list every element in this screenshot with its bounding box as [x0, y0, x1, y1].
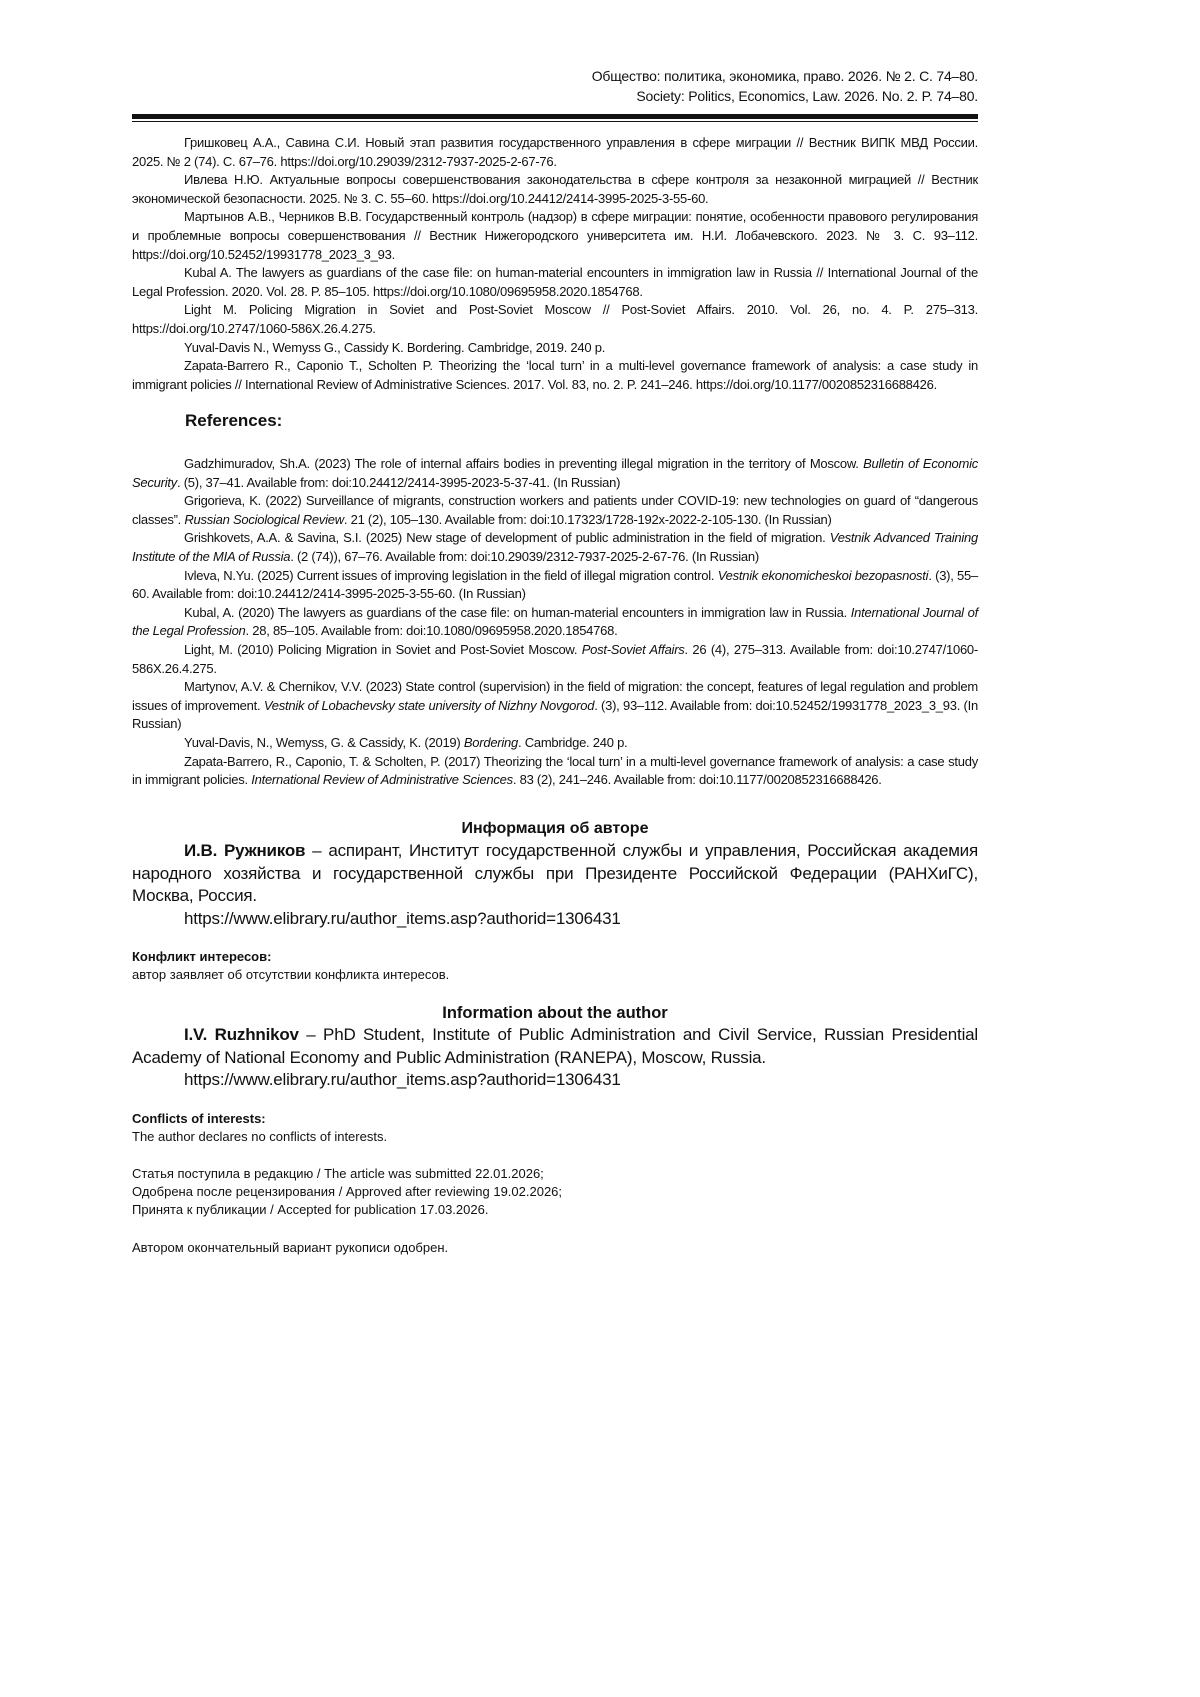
reference-item — [132, 567, 978, 604]
reference-item — [132, 492, 978, 529]
reference-item — [132, 604, 978, 641]
ref-journal: Bulletin of Economic Security — [132, 456, 979, 490]
reference-item — [132, 641, 978, 678]
ref-text: . 83 (2), 241–246. Available from: doi:10.1177/0020852316688426. — [512, 772, 882, 788]
ref-text: . (5), 37–41. Available from: doi:10.24412/2414-3995-2023-5-37-41. (In Russian) — [176, 474, 621, 490]
journal-header — [592, 66, 978, 106]
ref-journal: Vestnik Advanced Training Institute of the MIA of Russia — [132, 530, 978, 564]
reference-item — [132, 734, 978, 753]
accepted-date: Принята к публикации / Accepted for publication 17.03.2026. — [132, 1202, 489, 1217]
ref-journal: International Review of Administrative Sciences — [251, 772, 513, 788]
author-info-ru — [132, 840, 978, 930]
reference-item — [132, 678, 978, 734]
author-info-en — [132, 1024, 978, 1092]
ref-journal: Vestnik ekonomicheskoi bezopasnosti — [717, 567, 929, 583]
ref-journal: International Journal of the Legal Profession — [132, 604, 978, 639]
reference-item: Гришковец А.А., Савина С.И. Новый этап развития государственного управления в сфере миграции // Вестник ВИПК МВД России. 2025. № 2 (74). С. 67–76. https://doi.org/10.29039/2312-7937-2025-2-67-76. — [132, 135, 978, 169]
conflict-text: автор заявляет об отсутствии конфликта интересов. — [132, 966, 450, 982]
reference-item — [132, 529, 978, 566]
reference-item — [132, 753, 978, 790]
conflict-of-interest-en — [132, 1110, 387, 1145]
references-heading: References: — [185, 411, 283, 430]
conflict-of-interest-ru — [132, 948, 449, 983]
reference-item: Ивлева Н.Ю. Актуальные вопросы совершенствования законодательства в сфере контроля за незаконной миграцией // Вестник экономической безопасности. 2025. № 3. С. 55–60. https://doi.org/10.24412/2414-3995-2025-3-55-60. — [132, 172, 978, 206]
ref-text: Grigorieva, K. (2022) Surveillance of migrants, construction workers and patients under COVID-19: new technologies on guard of “dangerous classes”. — [132, 493, 978, 527]
conflict-label: Conflicts of interests: — [132, 1111, 266, 1126]
conflict-text: The author declares no conflicts of interests. — [132, 1128, 388, 1144]
author-link[interactable]: https://www.elibrary.ru/author_items.asp?authorid=1306431 — [184, 1070, 621, 1089]
reference-item: Kubal A. The lawyers as guardians of the case file: on human-material encounters in immigration law in Russia // International Journal of the Legal Profession. 2020. Vol. 28. P. 85–105. https://doi.org/10.1080/09695958.2020.1854768. — [132, 265, 978, 299]
ref-text: . (2 (74)), 67–76. Available from: doi:10.29039/2312-7937-2025-2-67-76. (In Russian) — [290, 548, 759, 564]
ref-text: . 21 (2), 105–130. Available from: doi:10.17323/1728-192x-2022-2-105-130. (In Russian) — [343, 511, 832, 527]
ref-journal: Vestnik of Lobachevsky state university of Nizhny Novgorod — [263, 697, 595, 713]
author-info-heading-en: Information about the author — [442, 1004, 668, 1022]
reference-item: Мартынов А.В., Черников В.В. Государственный контроль (надзор) в сфере миграции: понятие, особенности правового регулирования и проблемные вопросы совершенствования // Вестник Нижегородского университета им. Н.И. Лобачевского. 2023. № 3. С. 93–112. https://doi.org/10.52452/19931778_2023_3_93. — [132, 209, 978, 262]
journal-citation-en: Society: Politics, Economics, Law. 2026. No. 2. P. 74–80. — [636, 88, 978, 104]
conflict-label: Конфликт интересов: — [132, 949, 272, 964]
ref-text: . 28, 85–105. Available from: doi:10.1080/09695958.2020.1854768. — [245, 623, 618, 639]
ref-text: Grishkovets, A.A. & Savina, S.I. (2025) New stage of development of public administration in the field of migration. — [184, 530, 830, 546]
reference-item: Zapata-Barrero R., Caponio T., Scholten P. Theorizing the ‘local turn’ in a multi-level governance framework of analysis: a case study in immigrant policies // International Review of Administrative Sciences. 2017. Vol. 83, no. 2. P. 241–246. https://doi.org/10.1177/0020852316688426. — [132, 358, 978, 392]
final-note: Автором окончательный вариант рукописи одобрен. — [132, 1240, 449, 1255]
header-rule-thin — [132, 121, 978, 122]
author-bio — [132, 840, 978, 908]
journal-citation-ru: Общество: политика, экономика, право. 2026. № 2. С. 74–80. — [591, 68, 978, 84]
ref-text: Zapata-Barrero, R., Caponio, T. & Scholten, P. (2017) Theorizing the ‘local turn’ in a multi-level governance framework of analysis: a case study in immigrant policies. — [132, 753, 978, 788]
ref-text: . (3), 93–112. Available from: doi:10.52452/19931778_2023_3_93. (In Russian) — [132, 697, 978, 732]
ref-text: Ivleva, N.Yu. (2025) Current issues of improving legislation in the field of illegal migration control. — [184, 567, 718, 583]
english-reference-list — [132, 455, 978, 790]
author-name: I.V. Ruzhnikov — [184, 1025, 299, 1044]
ref-text: Yuval-Davis, N., Wemyss, G. & Cassidy, K. (2019) — [184, 734, 464, 750]
ref-text: . Cambridge. 240 p. — [517, 734, 628, 750]
ref-journal: Russian Sociological Review — [184, 511, 344, 527]
author-name: И.В. Ружников — [184, 841, 306, 860]
author-description: – PhD Student, Institute of Public Administration and Civil Service, Russian Presidential Academy of National Economy and Public Administration (RANEPA), Moscow, Russia. — [132, 1025, 978, 1067]
submitted-date: Статья поступила в редакцию / The article was submitted 22.01.2026; — [132, 1166, 544, 1181]
ref-text: . 26 (4), 275–313. Available from: doi:10.2747/1060-586X.26.4.275. — [132, 641, 978, 676]
author-info-heading-ru: Информация об авторе — [461, 820, 649, 837]
author-description: – аспирант, Институт государственной службы и управления, Российская академия народного хозяйства и государственной службы при Президенте Российской Федерации (РАНХиГС), Москва, Россия. — [132, 841, 978, 905]
ref-journal: Post-Soviet Affairs — [581, 641, 685, 657]
article-dates — [132, 1165, 562, 1219]
ref-text: Martynov, A.V. & Chernikov, V.V. (2023) State control (supervision) in the field of migration: the concept, features of legal regulation and problem issues of improvement. — [132, 679, 978, 713]
reference-item: Light M. Policing Migration in Soviet and Post-Soviet Moscow // Post-Soviet Affairs. 2010. Vol. 26, no. 4. P. 275–313. https://doi.org/10.2747/1060-586X.26.4.275. — [132, 302, 978, 336]
reference-item — [132, 455, 978, 492]
ref-text: Gadzhimuradov, Sh.A. (2023) The role of internal affairs bodies in preventing illegal migration in the territory of Moscow. — [184, 456, 864, 471]
ref-text: Kubal, A. (2020) The lawyers as guardians of the case file: on human-material encounters in immigration law in Russia. — [184, 604, 851, 620]
russian-reference-list — [132, 134, 978, 394]
ref-text: Light, M. (2010) Policing Migration in Soviet and Post-Soviet Moscow. — [184, 641, 582, 657]
author-bio — [132, 1024, 978, 1069]
header-rule-thick — [132, 114, 978, 119]
reference-item: Yuval-Davis N., Wemyss G., Cassidy K. Bordering. Cambridge, 2019. 240 p. — [184, 339, 606, 355]
ref-text: . (3), 55–60. Available from: doi:10.24412/2414-3995-2025-3-55-60. (In Russian) — [132, 567, 978, 602]
author-link[interactable]: https://www.elibrary.ru/author_items.asp?authorid=1306431 — [184, 908, 621, 928]
ref-journal: Bordering — [463, 734, 518, 750]
approved-date: Одобрена после рецензирования / Approved after reviewing 19.02.2026; — [132, 1184, 563, 1199]
